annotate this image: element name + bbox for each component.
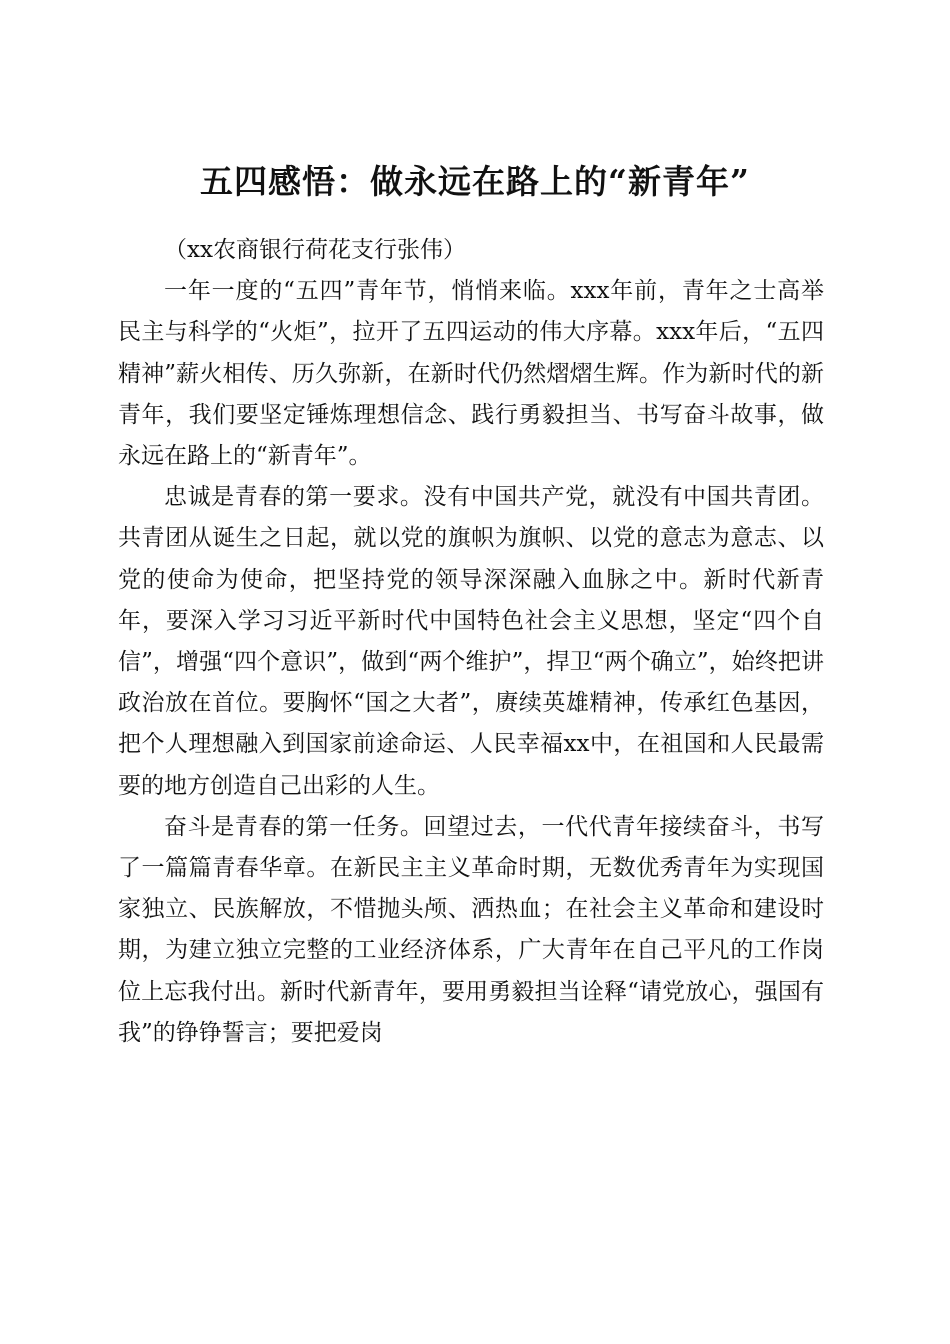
- author-line: （xx农商银行荷花支行张伟）: [164, 237, 466, 263]
- paragraph-struggle: 奋斗是青春的第一任务。回望过去，一代代青年接续奋斗，书写了一篇篇青春华章。在新民主主义革命时期，无数优秀青年为实现国家独立、民族解放，不惜抛头颅、洒热血；在社会主义革命和建设时期，为建立独立完整的工业经济体系，广大青年在自己平凡的工作岗位上忘我付出。新时代新青年，要用勇毅担当诠释“请党放心，强国有我”的铮铮誓言；要把爱岗: [118, 813, 824, 1046]
- paragraph-intro: 一年一度的“五四”青年节，悄悄来临。xxx年前，青年之士高举民主与科学的“火炬”，拉开了五四运动的伟大序幕。xxx年后，“五四精神”薪火相传、历久弥新，在新时代仍然熠熠生辉。作为新时代的新青年，我们要坚定锤炼理想信念、践行勇毅担当、书写奋斗故事，做永远在路上的“新青年”。: [118, 278, 824, 470]
- document-body: [118, 230, 824, 1054]
- document-title: 五四感悟：做永远在路上的“新青年”: [200, 162, 750, 202]
- paragraph-loyalty: 忠诚是青春的第一要求。没有中国共产党，就没有中国共青团。共青团从诞生之日起，就以党的旗帜为旗帜、以党的意志为意志、以党的使命为使命，把坚持党的领导深深融入血脉之中。新时代新青年，要深入学习习近平新时代中国特色社会主义思想，坚定“四个自信”，增强“四个意识”，做到“两个维护”，捍卫“两个确立”，始终把讲政治放在首位。要胸怀“国之大者”，赓续英雄精神，传承红色基因，把个人理想融入到国家前途命运、人民幸福xx中，在祖国和人民最需要的地方创造自己出彩的人生。: [118, 484, 824, 799]
